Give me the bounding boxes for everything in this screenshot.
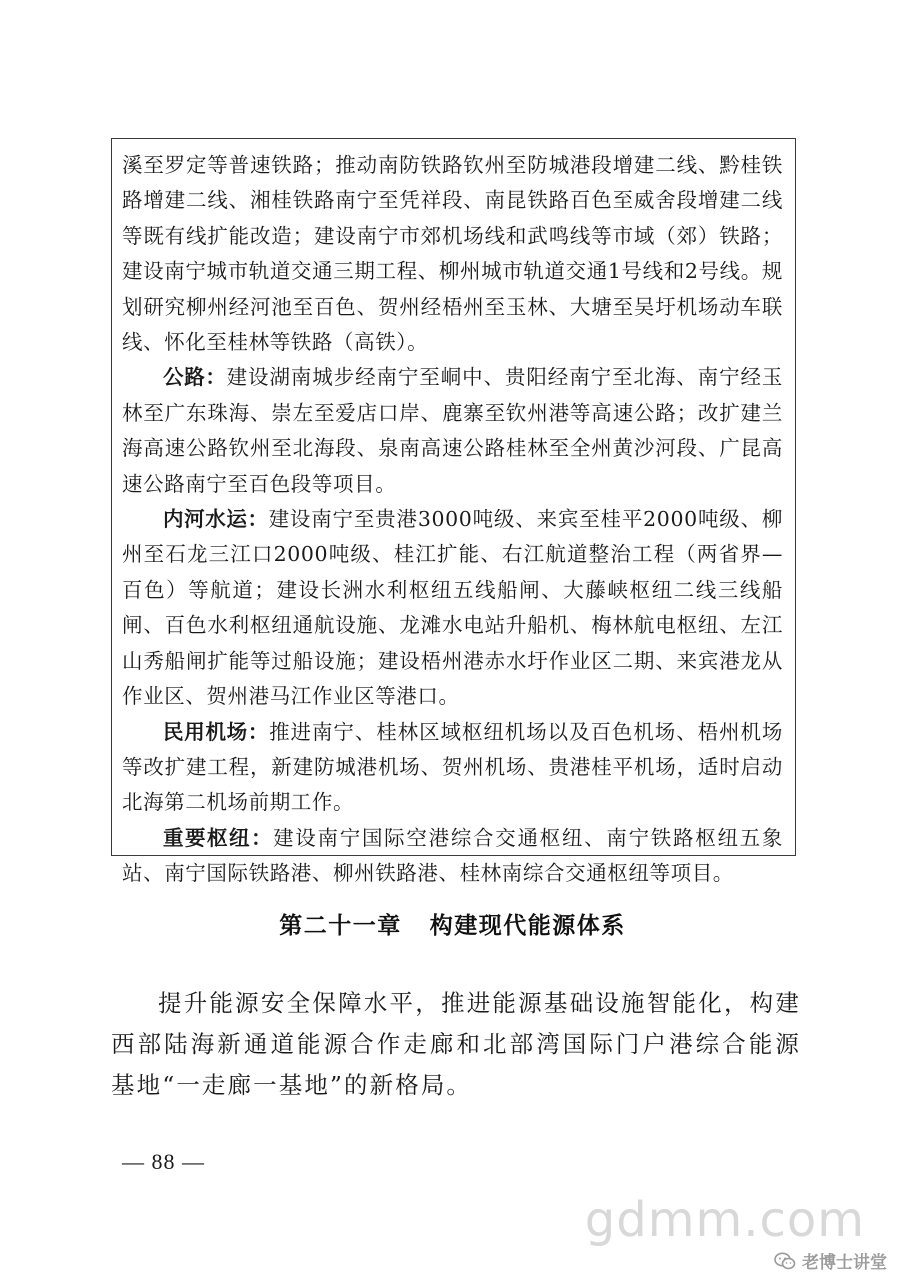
waterway-heading: 内河水运： <box>163 507 269 532</box>
wechat-account-watermark <box>774 1248 887 1273</box>
chapter-name: 构建现代能源体系 <box>429 913 626 939</box>
highway-heading: 公路： <box>163 365 227 390</box>
hub-text: 建设南宁国际空港综合交通枢纽、南宁铁路枢纽五象站、南宁国际铁路港、柳州铁路港、桂林南综合交通枢纽等项目。 <box>122 825 783 886</box>
box-paragraph-waterway <box>122 502 783 714</box>
highway-text: 建设湖南城步经南宁至峒中、贵阳经南宁至北海、南宁经玉林至广东珠海、崇左至爱店口岸、鹿寨至钦州港等高速公路；改扩建兰海高速公路钦州至北海段、泉南高速公路桂林至全州黄沙河段、广昆高速公路南宁至百色段等项目。 <box>122 365 783 496</box>
chapter-intro-paragraph: 提升能源安全保障水平，推进能源基础设施智能化，构建西部陆海新通道能源合作走廊和北部湾国际门户港综合能源基地“一走廊一基地”的新格局。 <box>111 989 801 1099</box>
chapter-title <box>0 907 905 940</box>
hub-heading: 重要枢纽： <box>163 825 274 850</box>
chapter-number: 第二十一章 <box>279 913 402 939</box>
railway-text: 溪至罗定等普速铁路；推动南防铁路钦州至防城港段增建二线、黔桂铁路增建二线、湘桂铁路南宁至凭祥段、南昆铁路百色至威舍段增建二线等既有线扩能改造；建设南宁市郊机场线和武鸣线等市域（郊）铁路；建设南宁城市轨道交通三期工程、柳州城市轨道交通1号线和2号线。规划研究柳州经河池至百色、贺州经梧州至玉林、大塘至吴圩机场动车联线、怀化至桂林等铁路（高铁）。 <box>122 153 783 355</box>
site-watermark: gdmm.com <box>584 1192 865 1248</box>
box-paragraph-hub <box>122 821 783 892</box>
wechat-account-name: 老博士讲堂 <box>802 1253 887 1273</box>
page-number: — 88 — <box>122 1149 205 1174</box>
waterway-text: 建设南宁至贵港3000吨级、来宾至桂平2000吨级、柳州至石龙三江口2000吨级、桂江扩能、右江航道整治工程（两省界—百色）等航道；建设长洲水利枢纽五线船闸、大藤峡枢纽二线三线船闸、百色水利枢纽通航设施、龙滩水电站升船机、梅林航电枢纽、左江山秀船闸扩能等过船设施；建设梧州港赤水圩作业区二期、来宾港龙从作业区、贺州港马江作业区等港口。 <box>122 507 783 709</box>
airport-text: 推进南宁、桂林区域枢纽机场以及百色机场、梧州机场等改扩建工程，新建防城港机场、贺州机场、贵港桂平机场，适时启动北海第二机场前期工作。 <box>122 719 783 815</box>
box-paragraph-highway <box>122 360 783 502</box>
airport-heading: 民用机场： <box>163 719 270 744</box>
wechat-icon <box>774 1252 796 1270</box>
box-paragraph-airport <box>122 715 783 821</box>
box-paragraph-railway <box>122 148 783 360</box>
infrastructure-box <box>111 138 796 886</box>
